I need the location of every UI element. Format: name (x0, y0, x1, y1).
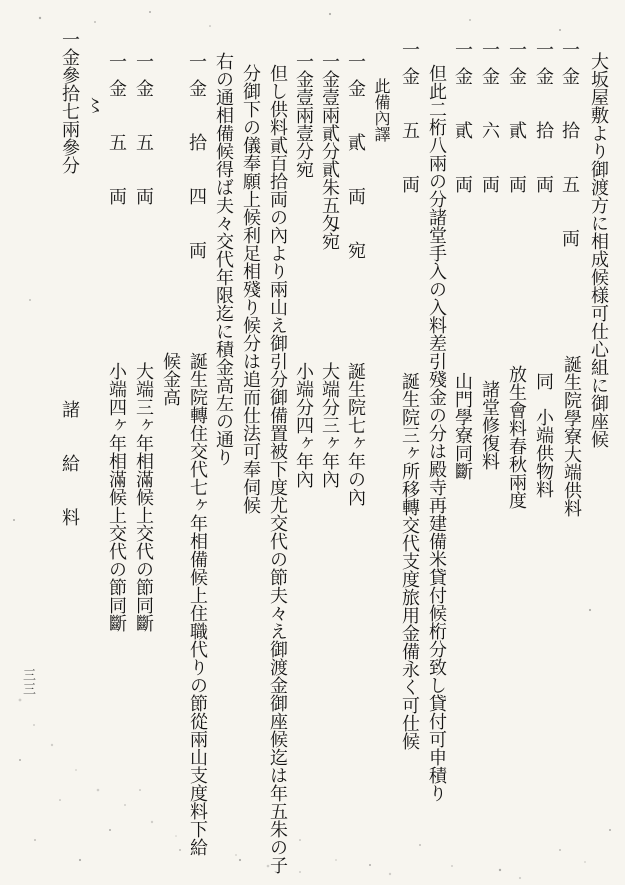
entry-description: 誕生院七ヶ年の內 (345, 362, 366, 506)
amount-entry: 一金 五 両 (399, 40, 420, 202)
text-column: 右の通相備候得ば夫々交代年限迄に積金高左の通り (213, 52, 234, 466)
amount-entry: 一金參拾七兩參分 (59, 30, 80, 174)
page-number: 三三 (20, 668, 35, 696)
amount-entry: 一金 貳 両 (506, 40, 527, 202)
amount-entry: 一金 貳 両 宛 (345, 52, 366, 268)
entry-description: 大端分三ヶ年內 (319, 362, 340, 488)
entry-description: 大端三ヶ年相滿候上交代の節同斷 (133, 362, 154, 632)
entry-description: 小端分四ヶ年內 (293, 362, 314, 488)
text-column: 但此二桁八兩の分諸堂手入の入料差引殘金の分は殿寺再建備米貸付候桁分致し貸付可申積り (426, 64, 447, 802)
entry-description: 候金高 (160, 352, 181, 406)
text-column: 大坂屋敷より御渡方に相成候様可仕心組に御座候 (588, 52, 609, 448)
amount-entry: 一金 貳 両 (452, 40, 473, 202)
amount-entry: 一金 五 両 (133, 52, 154, 214)
entry-description: 誕生院三ヶ所移轉交代支度旅用金備永く可仕候 (399, 372, 420, 750)
entry-description: 山門學寮同斷 (452, 372, 473, 480)
iteration-mark: 〻 (86, 96, 104, 117)
amount-entry: 一金 五 両 (106, 52, 127, 214)
amount-entry: 一金 拾 四 両 (186, 52, 207, 268)
amount-entry: 一金 拾 両 (533, 40, 554, 202)
amount-entry: 一金 拾 五 両 (559, 40, 580, 256)
amount-entry: 一金 六 両 (479, 40, 500, 202)
amount-entry: 一金壹兩貳分貳朱五匁宛 (319, 52, 340, 250)
text-column: 但し供料貳百拾両の內より兩山え御引分御備置被下度尤交代の節夫々え御渡金御座候迄は年五朱の子 (267, 64, 288, 874)
section-heading: 此備內譯 (372, 78, 391, 142)
text-column: 分御下の儀奉願上候利足相殘り候分は追而仕法可奉伺候 (240, 64, 261, 514)
amount-entry: 一金壹兩壹分宛 (293, 52, 314, 178)
entry-description: 同 小端供物料 (533, 372, 554, 498)
entry-description: 誕生院轉住交代七ヶ年相備候上住職代りの節從兩山支度料下給 (187, 352, 208, 856)
entry-description: 諸堂修復料 (479, 380, 500, 470)
entry-description: 放生會料春秋兩度 (506, 365, 527, 509)
entry-description: 小端四ヶ年相滿候上交代の節同斷 (106, 362, 127, 632)
entry-description: 誕生院學寮大端供料 (561, 355, 582, 517)
entry-description: 諸 給 料 (59, 400, 80, 535)
